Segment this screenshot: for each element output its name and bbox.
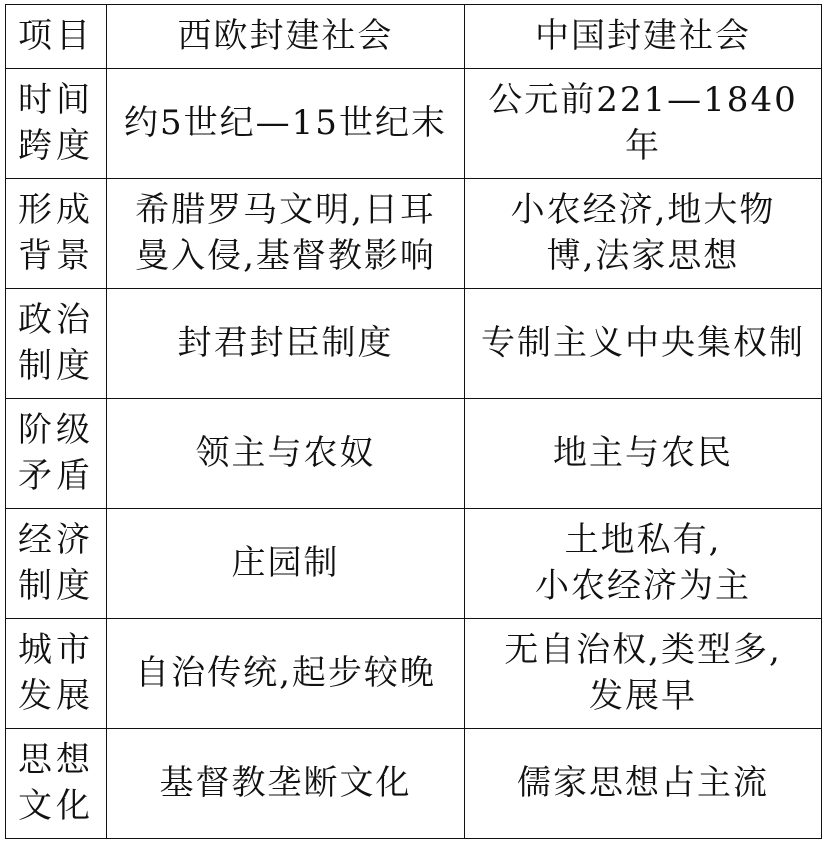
header-cell-west: 西欧封建社会 <box>107 5 465 69</box>
row-label: 阶级 矛盾 <box>6 398 107 508</box>
row-label: 形成 背景 <box>6 178 107 288</box>
china-cell: 小农经济,地大物 博,法家思想 <box>465 178 822 288</box>
china-cell: 土地私有, 小农经济为主 <box>465 508 822 618</box>
west-cell: 庄园制 <box>107 508 465 618</box>
west-cell: 封君封臣制度 <box>107 288 465 398</box>
comparison-table <box>5 4 822 839</box>
china-cell: 公元前221—1840年 <box>465 68 822 178</box>
table-row <box>6 288 822 398</box>
row-label: 思想 文化 <box>6 728 107 838</box>
row-label: 政治 制度 <box>6 288 107 398</box>
table-row <box>6 398 822 508</box>
china-cell: 无自治权,类型多, 发展早 <box>465 618 822 728</box>
header-cell-china: 中国封建社会 <box>465 5 822 69</box>
china-cell: 地主与农民 <box>465 398 822 508</box>
table-row <box>6 618 822 728</box>
west-cell: 约5世纪—15世纪末 <box>107 68 465 178</box>
row-label: 经济 制度 <box>6 508 107 618</box>
table-row <box>6 178 822 288</box>
west-cell: 基督教垄断文化 <box>107 728 465 838</box>
west-cell: 希腊罗马文明,日耳 曼入侵,基督教影响 <box>107 178 465 288</box>
west-cell: 自治传统,起步较晚 <box>107 618 465 728</box>
row-label: 城市 发展 <box>6 618 107 728</box>
china-cell: 专制主义中央集权制 <box>465 288 822 398</box>
table-row <box>6 508 822 618</box>
china-cell: 儒家思想占主流 <box>465 728 822 838</box>
table-header-row <box>6 5 822 69</box>
table-row <box>6 68 822 178</box>
row-label: 时间 跨度 <box>6 68 107 178</box>
header-cell-item: 项目 <box>6 5 107 69</box>
table-row <box>6 728 822 838</box>
west-cell: 领主与农奴 <box>107 398 465 508</box>
